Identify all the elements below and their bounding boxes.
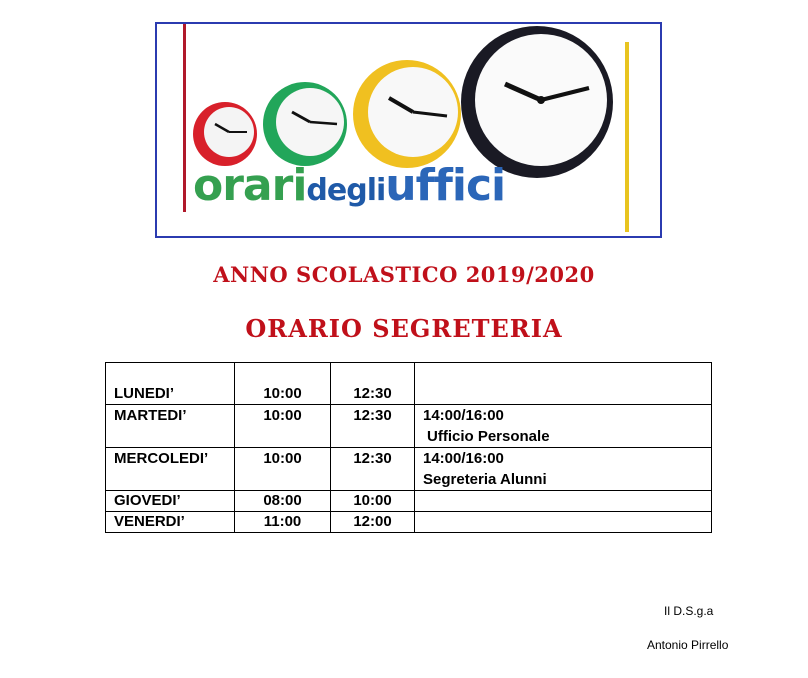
banner-image	[155, 22, 662, 238]
day-cell: MARTEDI’	[106, 405, 235, 448]
day-cell: GIOVEDI’	[106, 491, 235, 512]
end-time-cell: 12:00	[331, 512, 415, 533]
start-time-cell: 10:00	[235, 363, 331, 405]
schedule-table	[105, 362, 712, 533]
extra-cell	[415, 512, 712, 533]
extra-note: Ufficio Personale	[427, 428, 550, 445]
extra-time: 14:00/16:00	[423, 450, 504, 467]
yellow-clock-icon	[353, 60, 461, 168]
day-cell: LUNEDI’	[106, 363, 235, 405]
signature-name: Antonio Pirrello	[647, 638, 729, 652]
start-time-cell: 10:00	[235, 448, 331, 491]
yellow-bar-decoration	[625, 42, 629, 232]
extra-cell	[415, 405, 712, 448]
banner-word-orari: orari	[193, 160, 307, 211]
extra-cell	[415, 491, 712, 512]
black-clock-icon	[461, 26, 613, 178]
banner-word-uffici: uffici	[385, 160, 506, 211]
end-time-cell: 12:30	[331, 448, 415, 491]
office-hours-heading: ORARIO SEGRETERIA	[245, 314, 563, 343]
signature-title: Il D.S.g.a	[664, 604, 714, 618]
start-time-cell: 10:00	[235, 405, 331, 448]
green-clock-icon	[263, 82, 347, 166]
day-cell: MERCOLEDI’	[106, 448, 235, 491]
end-time-cell: 10:00	[331, 491, 415, 512]
table-row	[106, 512, 712, 533]
end-time-cell: 12:30	[331, 405, 415, 448]
start-time-cell: 11:00	[235, 512, 331, 533]
extra-time: 14:00/16:00	[423, 407, 504, 424]
table-row	[106, 448, 712, 491]
school-year-heading: ANNO SCOLASTICO 2019/2020	[213, 262, 595, 287]
table-row	[106, 405, 712, 448]
table-row	[106, 363, 712, 405]
day-cell: VENERDI’	[106, 512, 235, 533]
banner-title	[193, 160, 505, 211]
extra-cell	[415, 448, 712, 491]
red-clock-icon	[193, 102, 257, 166]
extra-note: Segreteria Alunni	[423, 471, 547, 488]
table-row	[106, 491, 712, 512]
banner-word-degli: degli	[306, 173, 386, 208]
end-time-cell: 12:30	[331, 363, 415, 405]
red-bar-decoration	[183, 24, 186, 212]
extra-cell	[415, 363, 712, 405]
start-time-cell: 08:00	[235, 491, 331, 512]
